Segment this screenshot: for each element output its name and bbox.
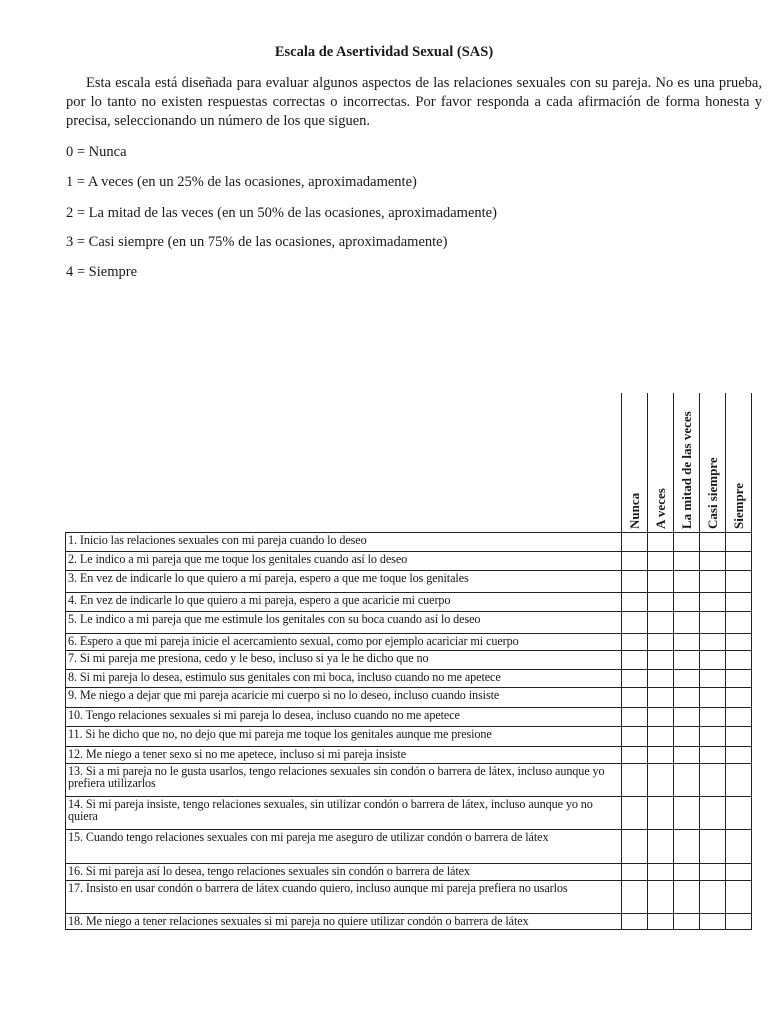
response-cell[interactable] (700, 634, 726, 651)
response-cell[interactable] (674, 634, 700, 651)
response-cell[interactable] (700, 571, 726, 593)
response-cell[interactable] (700, 764, 726, 797)
response-cell[interactable] (674, 881, 700, 914)
scale-option-3: 3 = Casi siempre (en un 75% de las ocasiones, aproximadamente) (66, 234, 448, 250)
response-cell[interactable] (726, 688, 752, 708)
response-cell[interactable] (648, 571, 674, 593)
response-cell[interactable] (700, 747, 726, 764)
scale-option-2: 2 = La mitad de las veces (en un 50% de las ocasiones, aproximadamente) (66, 205, 497, 221)
response-cell[interactable] (622, 708, 648, 727)
response-cell[interactable] (622, 593, 648, 612)
table-row (66, 634, 752, 651)
response-cell[interactable] (648, 533, 674, 552)
item-statement: 10. Tengo relaciones sexuales si mi pareja lo desea, incluso cuando no me apetece (66, 708, 622, 727)
response-cell[interactable] (674, 797, 700, 830)
response-cell[interactable] (648, 914, 674, 930)
table-body (66, 533, 752, 930)
response-cell[interactable] (622, 552, 648, 571)
table-row (66, 797, 752, 830)
item-statement: 2. Le indico a mi pareja que me toque los genitales cuando así lo deseo (66, 552, 622, 571)
response-cell[interactable] (622, 881, 648, 914)
item-statement: 17. Insisto en usar condón o barrera de látex cuando quiero, incluso aunque mi pareja prefiera no usarlos (66, 881, 622, 914)
item-statement: 7. Si mi pareja me presiona, cedo y le beso, incluso si ya le he dicho que no (66, 651, 622, 670)
response-cell[interactable] (674, 552, 700, 571)
column-header-a-veces: A veces (648, 393, 674, 533)
response-cell[interactable] (726, 881, 752, 914)
table-row (66, 688, 752, 708)
response-cell[interactable] (674, 764, 700, 797)
response-cell[interactable] (674, 593, 700, 612)
table-row (66, 830, 752, 864)
item-statement: 9. Me niego a dejar que mi pareja acaricie mi cuerpo si no lo deseo, incluso cuando insiste (66, 688, 622, 708)
response-cell[interactable] (726, 533, 752, 552)
response-cell[interactable] (622, 764, 648, 797)
table-row (66, 881, 752, 914)
response-cell[interactable] (700, 593, 726, 612)
item-statement: 11. Si he dicho que no, no dejo que mi pareja me toque los genitales aunque me presione (66, 727, 622, 747)
response-cell[interactable] (648, 764, 674, 797)
response-cell[interactable] (648, 727, 674, 747)
response-cell[interactable] (726, 670, 752, 688)
response-cell[interactable] (700, 881, 726, 914)
response-cell[interactable] (648, 747, 674, 764)
response-cell[interactable] (726, 914, 752, 930)
response-cell[interactable] (622, 864, 648, 881)
response-cell[interactable] (726, 612, 752, 634)
response-cell[interactable] (674, 571, 700, 593)
response-cell[interactable] (726, 571, 752, 593)
response-cell[interactable] (674, 914, 700, 930)
item-statement: 15. Cuando tengo relaciones sexuales con mi pareja me aseguro de utilizar condón o barrera de látex (66, 830, 622, 864)
response-cell[interactable] (674, 708, 700, 727)
response-cell[interactable] (622, 670, 648, 688)
response-cell[interactable] (726, 830, 752, 864)
response-cell[interactable] (648, 708, 674, 727)
table-row (66, 533, 752, 552)
response-cell[interactable] (648, 688, 674, 708)
table-row (66, 727, 752, 747)
item-statement: 4. En vez de indicarle lo que quiero a mi pareja, espero a que acaricie mi cuerpo (66, 593, 622, 612)
response-cell[interactable] (648, 881, 674, 914)
response-cell[interactable] (726, 797, 752, 830)
response-cell[interactable] (726, 727, 752, 747)
response-cell[interactable] (622, 634, 648, 651)
item-statement: 8. Si mi pareja lo desea, estimulo sus genitales con mi boca, incluso cuando no me apetece (66, 670, 622, 688)
response-cell[interactable] (700, 830, 726, 864)
response-cell[interactable] (674, 670, 700, 688)
response-cell[interactable] (726, 764, 752, 797)
page-title: Escala de Asertividad Sexual (SAS) (274, 44, 494, 60)
column-header-casi-siempre: Casi siempre (700, 393, 726, 533)
table-row (66, 764, 752, 797)
item-statement: 13. Si a mi pareja no le gusta usarlos, tengo relaciones sexuales sin condón o barrera de látex, incluso aunque yo prefiera utilizarlos (66, 764, 622, 797)
response-cell[interactable] (726, 747, 752, 764)
item-statement: 1. Inicio las relaciones sexuales con mi pareja cuando lo deseo (66, 533, 622, 552)
response-cell[interactable] (700, 688, 726, 708)
table-row (66, 670, 752, 688)
response-cell[interactable] (726, 552, 752, 571)
item-statement: 12. Me niego a tener sexo si no me apetece, incluso si mi pareja insiste (66, 747, 622, 764)
table-row (66, 612, 752, 634)
response-cell[interactable] (648, 864, 674, 881)
response-cell[interactable] (648, 612, 674, 634)
response-cell[interactable] (622, 533, 648, 552)
response-cell[interactable] (700, 864, 726, 881)
item-statement: 6. Espero a que mi pareja inicie el acercamiento sexual, como por ejemplo acariciar mi cuerpo (66, 634, 622, 651)
assertiveness-table (65, 393, 752, 930)
table-row (66, 552, 752, 571)
response-cell[interactable] (648, 651, 674, 670)
response-cell[interactable] (726, 864, 752, 881)
response-cell[interactable] (648, 830, 674, 864)
response-cell[interactable] (700, 533, 726, 552)
table-row (66, 651, 752, 670)
item-statement: 16. Si mi pareja así lo desea, tengo relaciones sexuales sin condón o barrera de látex (66, 864, 622, 881)
response-cell[interactable] (674, 747, 700, 764)
response-cell[interactable] (622, 571, 648, 593)
response-cell[interactable] (700, 708, 726, 727)
table-row (66, 593, 752, 612)
response-cell[interactable] (674, 830, 700, 864)
response-cell[interactable] (726, 708, 752, 727)
response-cell[interactable] (648, 552, 674, 571)
table-row (66, 914, 752, 930)
response-cell[interactable] (622, 651, 648, 670)
intro-paragraph: Esta escala está diseñada para evaluar algunos aspectos de las relaciones sexuales con su pareja. No es una prueba, por lo tanto no existen respuestas correctas o incorrectas. Por favor responda a cada afirmación de forma honesta y precisa, seleccionando un número de los que siguen. (66, 75, 762, 129)
table-row (66, 747, 752, 764)
response-cell[interactable] (648, 593, 674, 612)
response-cell[interactable] (700, 651, 726, 670)
response-cell[interactable] (726, 651, 752, 670)
response-cell[interactable] (622, 727, 648, 747)
response-cell[interactable] (674, 688, 700, 708)
response-cell[interactable] (700, 670, 726, 688)
response-cell[interactable] (674, 612, 700, 634)
response-cell[interactable] (674, 864, 700, 881)
response-cell[interactable] (622, 797, 648, 830)
column-header-la-mitad: La mitad de las veces (674, 393, 700, 533)
column-header-siempre: Siempre (726, 393, 752, 533)
table-row (66, 708, 752, 727)
response-cell[interactable] (622, 747, 648, 764)
response-cell[interactable] (726, 634, 752, 651)
response-cell[interactable] (700, 914, 726, 930)
response-cell[interactable] (674, 651, 700, 670)
header-spacer (66, 393, 622, 533)
response-cell[interactable] (700, 727, 726, 747)
scale-option-1: 1 = A veces (en un 25% de las ocasiones, aproximadamente) (66, 174, 417, 190)
response-cell[interactable] (674, 533, 700, 552)
response-cell[interactable] (622, 612, 648, 634)
response-cell[interactable] (700, 552, 726, 571)
item-statement: 14. Si mi pareja insiste, tengo relaciones sexuales, sin utilizar condón o barrera de látex, incluso aunque yo no quiera (66, 797, 622, 830)
response-cell[interactable] (648, 670, 674, 688)
table-row (66, 571, 752, 593)
response-cell[interactable] (700, 797, 726, 830)
table-row (66, 864, 752, 881)
column-header-nunca: Nunca (622, 393, 648, 533)
response-cell[interactable] (726, 593, 752, 612)
table-header-row (66, 393, 752, 533)
response-cell[interactable] (674, 727, 700, 747)
response-cell[interactable] (622, 830, 648, 864)
item-statement: 3. En vez de indicarle lo que quiero a mi pareja, espero a que me toque los genitales (66, 571, 622, 593)
response-cell[interactable] (648, 634, 674, 651)
response-cell[interactable] (700, 612, 726, 634)
response-cell[interactable] (622, 914, 648, 930)
item-statement: 5. Le indico a mi pareja que me estimule los genitales con su boca cuando así lo deseo (66, 612, 622, 634)
scale-option-4: 4 = Siempre (66, 264, 137, 280)
response-cell[interactable] (648, 797, 674, 830)
response-cell[interactable] (622, 688, 648, 708)
item-statement: 18. Me niego a tener relaciones sexuales si mi pareja no quiere utilizar condón o barrera de látex (66, 914, 622, 930)
scale-option-0: 0 = Nunca (66, 144, 127, 160)
